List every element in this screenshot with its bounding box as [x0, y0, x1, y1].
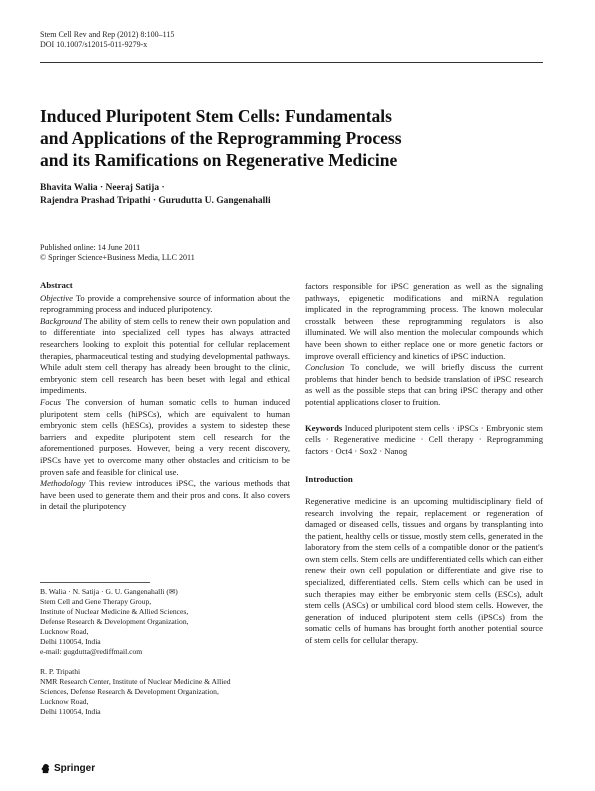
copyright: © Springer Science+Business Media, LLC 2011 — [40, 253, 195, 262]
author-email[interactable]: e-mail: gugdutta@rediffmail.com — [40, 647, 143, 656]
abstract-column — [40, 280, 290, 513]
abstract-focus — [40, 397, 290, 478]
focus-text: The conversion of human somatic cells to human induced pluripotent stem cells (hiPSCs), which are equivalent to human embryonic stem cells (hESCs), provides a system to sidestep these barriers and expedite pluripotent stem cell research for the aforementioned purposes. However, being a very recent discovery, iPSCs have yet to overcome many other obstacles and criticism to be proven safe and feasible for clinical use. — [40, 396, 290, 477]
keywords-label: Keywords — [305, 422, 343, 433]
doi: DOI 10.1007/s12015-011-9279-x — [40, 40, 148, 49]
affiliation-line: R. P. Tripathi — [40, 667, 81, 676]
title-line: and Applications of the Reprogramming Process — [40, 128, 402, 148]
conclusion-text: To conclude, we will briefly discuss the current problems that hinder bench to bedside translation of iPSC research as well as the possible steps that can bring iPSC therapy and other potential applications closer to fruition. — [305, 362, 543, 407]
affiliation-line: Lucknow Road, — [40, 697, 89, 706]
journal-citation: Stem Cell Rev and Rep (2012) 8:100–115 — [40, 30, 175, 39]
affiliation-line: Lucknow Road, — [40, 627, 89, 636]
objective-text: To provide a comprehensive source of information about the reprogramming process and induced pluripotency. — [40, 292, 290, 315]
right-column — [305, 281, 543, 647]
authors-line: Rajendra Prashad Tripathi · Gurudutta U. Gangenahalli — [40, 196, 271, 206]
methodology-continued: factors responsible for iPSC generation as well as the signaling pathways, epigenetic modifications and miRNA regulation implicated in the reprogramming process. The known molecular crosstalk between these reprogramming regulators is also illuminated. We will also mention the molecular compounds which have been shown to either replace one or more genetic factors or improve overall efficiency and kinetics of iPSC induction. — [305, 281, 543, 361]
article-title — [40, 105, 520, 171]
title-line: and its Ramifications on Regenerative Medicine — [40, 150, 398, 170]
publisher-name: Springer — [54, 763, 96, 774]
abstract-heading: Abstract — [40, 280, 73, 290]
title-line: Induced Pluripotent Stem Cells: Fundamentals — [40, 106, 392, 126]
background-label: Background — [40, 315, 82, 326]
abstract-methodology — [40, 478, 290, 513]
objective-label: Objective — [40, 292, 73, 303]
background-text: The ability of stem cells to renew their own population and to differentiate into specialized cell types has always attracted researchers looking to exploit this potential for cellular replacement therapies, pharmaceutical testing and studying developmental pathways. While adult stem cell therapy has already been brought to the clinic, embryonic stem cell research has been beset with legal and ethical impediments. — [40, 315, 290, 396]
affiliation-line: Sciences, Defense Research & Development Organization, — [40, 687, 219, 696]
methodology-text: This review introduces iPSC, the various methods that have been used to generate them and their pros and cons. It also covers in detail the pluripotency — [40, 478, 290, 512]
introduction-heading: Introduction — [305, 474, 353, 485]
affiliation-line: Institute of Nuclear Medicine & Allied Sciences, — [40, 607, 189, 616]
publication-info — [40, 243, 195, 263]
affiliation-line: Stem Cell and Gene Therapy Group, — [40, 597, 152, 606]
running-header — [40, 30, 174, 50]
publisher-logo — [40, 763, 95, 774]
keywords — [305, 423, 543, 458]
header-divider — [40, 62, 543, 63]
abstract-background — [40, 316, 290, 397]
affiliation-line: Defense Research & Development Organization, — [40, 617, 189, 626]
introduction-text: Regenerative medicine is an upcoming multidisciplinary field of research involving the repair, replacement or regeneration of damaged or diseased cells, tissues and organs by transplanting into the patient, healthy cells or tissue, mostly stem cells, generated in the laboratory from the stem cells of a compatible donor or the patient's own stem cells. Stem cells are undifferentiated cells which can either renew their own cell population or differentiate and give rise to specialized, differentiated cells. Stem cells which can be used in such therapies may either be embryonic stem cells (ESCs), adult stem cells (ASCs) or umbilical cord blood stem cells. However, the generation of induced pluripotent stem cells (iPSCs) from the somatic cells of humans has brought forth another potential source of stem cells for cellular therapy. — [305, 495, 543, 646]
springer-knight-icon — [40, 763, 51, 774]
keywords-text: Induced pluripotent stem cells · iPSCs · Embryonic stem cells · Regenerative medicine · Cell therapy · Reprogramming factors · Oct4 · Sox2 · Nanog — [305, 422, 543, 456]
abstract-objective — [40, 293, 290, 316]
affiliation-line: B. Walia · N. Satija · G. U. Gangenahalli (✉) — [40, 587, 178, 596]
affiliations — [40, 587, 290, 717]
affiliation-divider — [40, 582, 150, 583]
focus-label: Focus — [40, 396, 62, 407]
affiliation-line: NMR Research Center, Institute of Nuclear Medicine & Allied — [40, 677, 231, 686]
abstract-conclusion — [305, 362, 543, 408]
author-list — [40, 182, 540, 208]
methodology-label: Methodology — [40, 478, 86, 489]
affiliation-line: Delhi 110054, India — [40, 707, 101, 716]
conclusion-label: Conclusion — [305, 362, 345, 373]
authors-line: Bhavita Walia · Neeraj Satija · — [40, 183, 165, 193]
published-date: Published online: 14 June 2011 — [40, 243, 141, 252]
affiliation-line: Delhi 110054, India — [40, 637, 101, 646]
